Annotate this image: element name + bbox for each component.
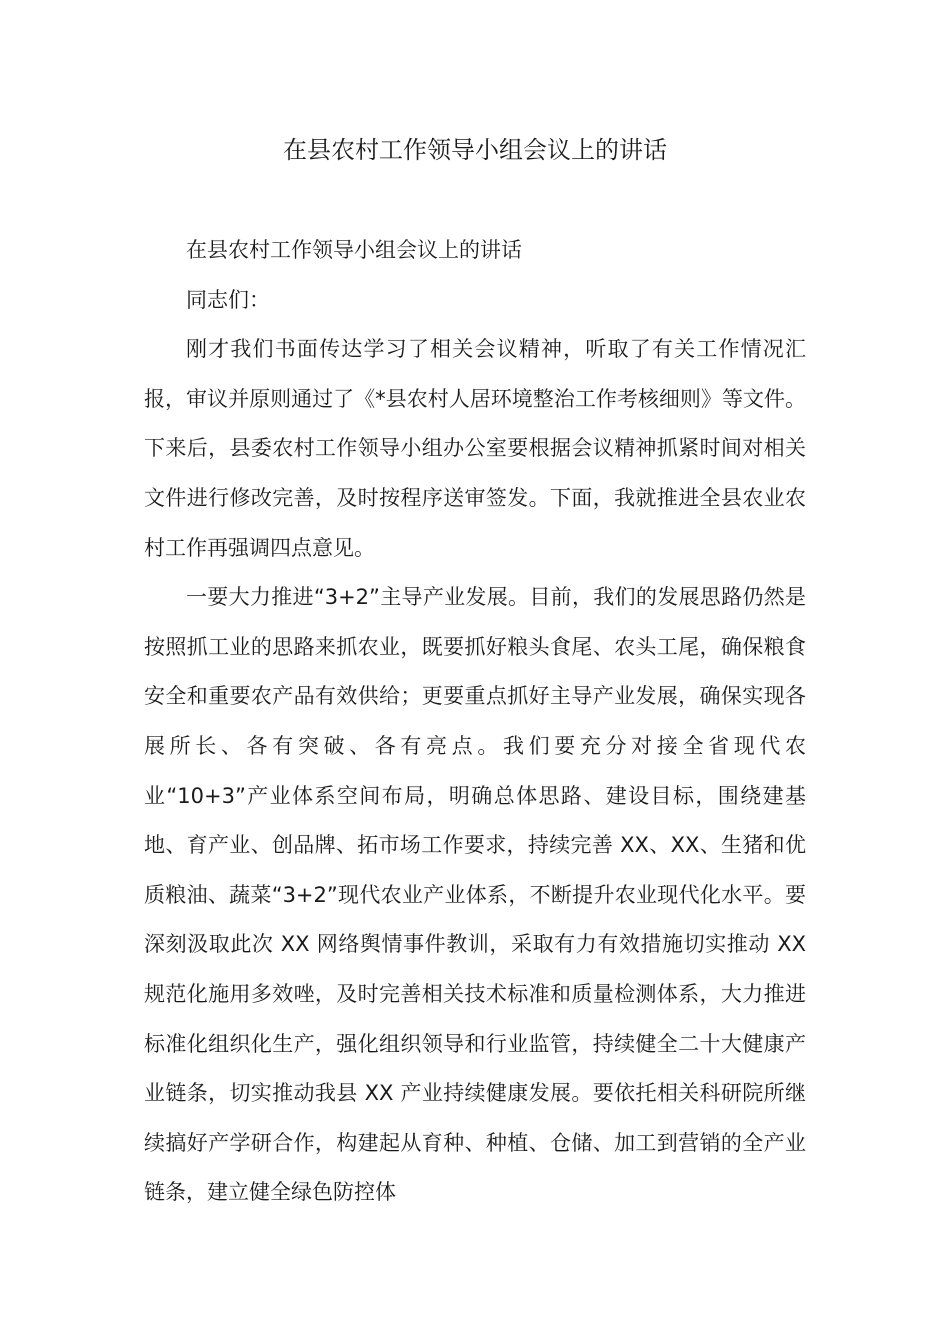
paragraph-heading: 在县农村工作领导小组会议上的讲话 <box>186 238 522 262</box>
paragraph-point-one: 一要大力推进“3+2”主导产业发展。目前，我们的发展思路仍然是按照抓工业的思路来抓农业，既要抓好粮头食尾、农头工尾，确保粮食安全和重要农产品有效供给；更要重点抓好主导产业发展，确保实现各展所长、各有突破、各有亮点。我们要充分对接全省现代农业“10+3”产业体系空间布局，明确总体思路、建设目标，围绕建基地、育产业、创品牌、拓市场工作要求，持续完善 XX、XX、生猪和优质粮油、蔬菜“3+2”现代农业产业体系，不断提升农业现代化水平。要深刻汲取此次 XX 网络舆情事件教训，采取有力有效措施切实推动 XX 规范化施用多效唑，及时完善相关技术标准和质量检测体系，大力推进标准化组织化生产，强化组织领导和行业监管，持续健全二十大健康产业链条，切实推动我县 XX 产业持续健康发展。要依托相关科研院所继续搞好产学研合作，构建起从育种、种植、仓储、加工到营销的全产业链条，建立健全绿色防控体 <box>144 585 806 1205</box>
paragraph-intro: 刚才我们书面传达学习了相关会议精神，听取了有关工作情况汇报，审议并原则通过了《*县农村人居环境整治工作考核细则》等文件。下来后，县委农村工作领导小组办公室要根据会议精神抓紧时间对相关文件进行修改完善，及时按程序送审签发。下面，我就推进全县农业农村工作再强调四点意见。 <box>144 337 806 560</box>
paragraph-salutation: 同志们： <box>186 287 270 312</box>
document-title: 在县农村工作领导小组会议上的讲话 <box>283 136 667 164</box>
document-body <box>144 226 806 1218</box>
